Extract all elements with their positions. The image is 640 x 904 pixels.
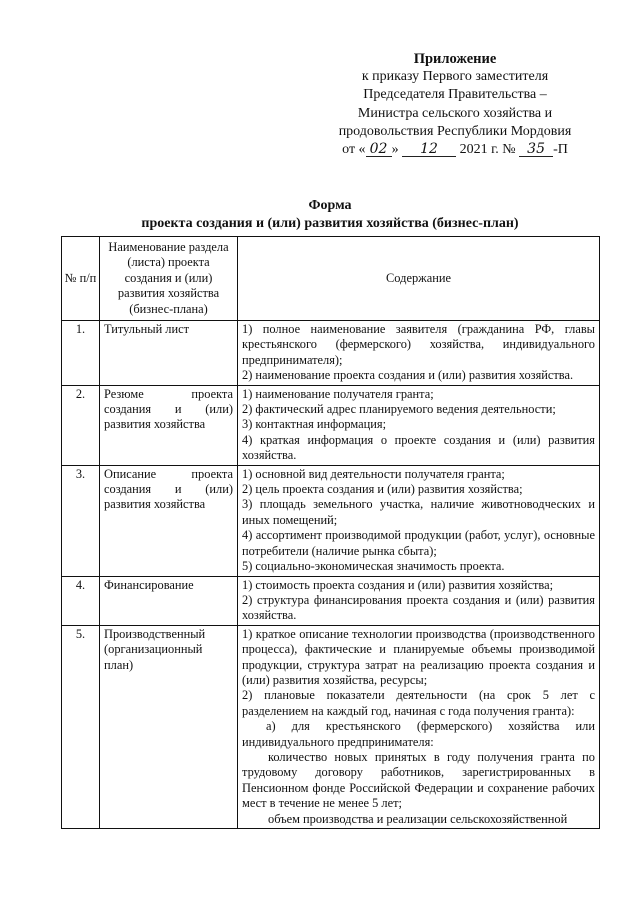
row-section: Финансирование [100, 576, 238, 625]
appendix-header [300, 50, 610, 159]
content-item: 2) цель проекта создания и (или) развития хозяйства; [242, 482, 523, 497]
year-text: 2021 г. № [459, 142, 516, 158]
table-row [62, 321, 600, 386]
row-content [238, 625, 600, 828]
content-item: 1) полное наименование заявителя (гражданина РФ, главы крестьянского (фермерского) хозяйства, индивидуального предпринимателя); [242, 322, 595, 367]
table-header-row [62, 237, 600, 321]
content-item: 1) основной вид деятельности получателя гранта; [242, 466, 505, 481]
form-title: Форма [308, 198, 352, 213]
handwritten-day: 02 [366, 142, 392, 157]
content-item: 4) краткая информация о проекте создания и (или) развития хозяйства. [242, 432, 595, 463]
row-content [238, 465, 600, 576]
appendix-title: Приложение [413, 51, 497, 67]
handwritten-month: 12 [402, 142, 456, 157]
row-number: 4. [62, 576, 100, 625]
row-section: Производственный (организационный план) [100, 625, 238, 828]
row-number: 5. [62, 625, 100, 828]
row-content [238, 576, 600, 625]
row-content [238, 321, 600, 386]
content-item: 4) ассортимент производимой продукции (работ, услуг), основные потребители (наличие рынка сбыта); [242, 528, 595, 558]
header-content: Содержание [238, 237, 600, 321]
appendix-line-4: продовольствия Республики Мордовия [338, 123, 572, 139]
form-heading [60, 197, 600, 233]
date-mid: » [391, 142, 399, 158]
content-item: 3) контактная информация; [242, 417, 387, 432]
table-row [62, 625, 600, 828]
handwritten-order-number: 35 [519, 142, 553, 157]
content-item: 1) краткое описание технологии производства (производственного процесса), фактические и планируемые объемы производимой продукции, структура затрат на реализацию проекта создания и (или) развития хозяйства, ресурсы; [242, 626, 595, 687]
row-content [238, 385, 600, 465]
number-suffix: -П [553, 142, 568, 158]
content-item: 3) площадь земельного участка, наличие животноводческих и иных помещений; [242, 497, 595, 527]
row-section: Описание проекта создания и (или) развития хозяйства [100, 465, 238, 576]
row-section: Резюме проекта создания и (или) развития хозяйства [100, 385, 238, 465]
content-item: 5) социально-экономическая значимость проекта. [242, 559, 505, 574]
appendix-line-2: Председателя Правительства – [363, 87, 547, 103]
header-section: Наименование раздела (листа) проекта создания и (или) развития хозяйства (бизнес-плана) [100, 237, 238, 321]
content-item: 2) плановые показатели деятельности (на срок 5 лет с разделением на каждый год, начиная с года получения гранта): [242, 688, 595, 718]
table-row [62, 385, 600, 465]
appendix-line-1: к приказу Первого заместителя [361, 69, 549, 85]
content-item: объем производства и реализации сельскохозяйственной [268, 811, 568, 826]
content-item: 1) наименование получателя гранта; [242, 386, 434, 401]
date-prefix: от « [342, 142, 366, 158]
row-number: 1. [62, 321, 100, 386]
content-item: 2) фактический адрес планируемого ведения деятельности; [242, 402, 556, 417]
appendix-date-line [300, 141, 610, 159]
row-number: 2. [62, 385, 100, 465]
content-item: а) для крестьянского (фермерского) хозяйства или индивидуального предпринимателя: [242, 719, 595, 749]
appendix-line-3: Министра сельского хозяйства и [357, 105, 553, 121]
content-item: 1) стоимость проекта создания и (или) развития хозяйства; [242, 577, 554, 592]
row-number: 3. [62, 465, 100, 576]
row-section: Титульный лист [100, 321, 238, 386]
content-item: 2) наименование проекта создания и (или) развития хозяйства. [242, 368, 574, 383]
content-item: 2) структура финансирования проекта создания и (или) развития хозяйства. [242, 592, 595, 623]
content-item: количество новых принятых в году получения гранта по трудовому договору работников, зарегистрированных в Пенсионном фонде Российской Федерации и сохранение рабочих мест в течение не менее 5 лет; [242, 749, 595, 811]
header-num: № п/п [62, 237, 100, 321]
business-plan-table [61, 236, 600, 829]
table-row [62, 576, 600, 625]
form-subtitle: проекта создания и (или) развития хозяйства (бизнес-план) [141, 216, 519, 231]
table-row [62, 465, 600, 576]
